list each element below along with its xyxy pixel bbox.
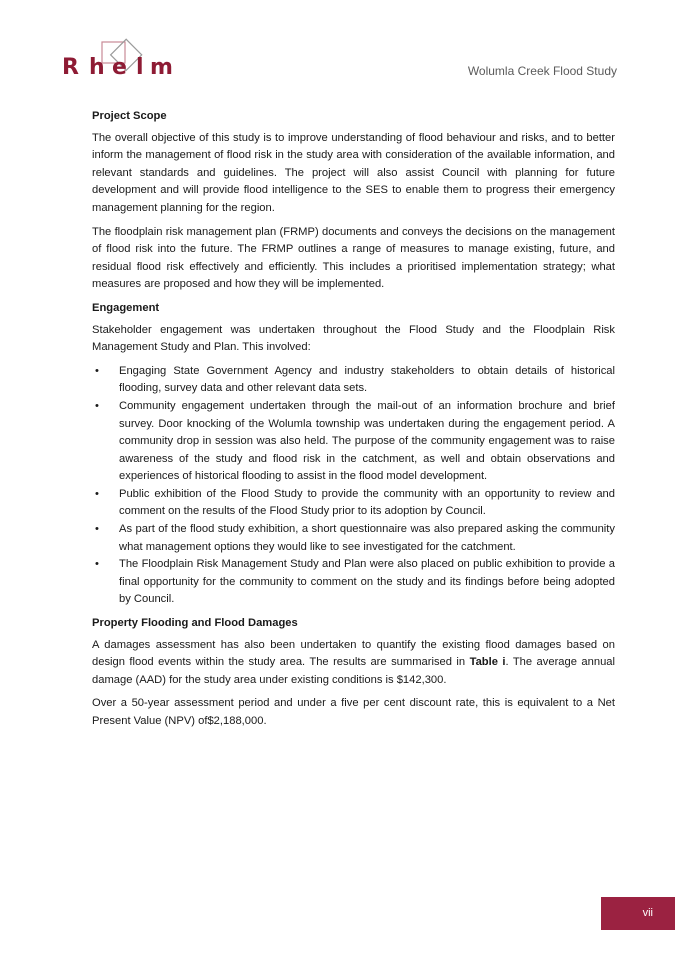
paragraph: The floodplain risk management plan (FRMP) documents and conveys the decisions on the management of flood risk into the future. The FRMP outlines a range of measures to manage existing, future, and residual flood risk effectively and efficiently. This includes a prioritised implementation strategy; what measures are proposed and how they will be implemented.: [92, 225, 615, 291]
list-item: • Community engagement undertaken through the mail-out of an information brochure and brief survey. Door knocking of the Wolumla township was undertaken during the engagement period. A community drop in session was also held. The purpose of the community engagement was to raise awareness of the study and flood risk in the catchment, as well and obtain observations and experiences of historical flooding to assist in the flood model development.: [95, 399, 615, 483]
list-item: • The Floodplain Risk Management Study and Plan were also placed on public exhibition to provide a final opportunity for the community to comment on the study and its findings before being adopted by Council.: [95, 558, 615, 606]
logo-letter: R: [62, 55, 79, 80]
bullet-icon: •: [95, 399, 99, 412]
document-title: Wolumla Creek Flood Study: [467, 64, 617, 78]
logo-letter: m: [150, 55, 173, 80]
logo-letter: h: [89, 55, 105, 80]
list-item: • Public exhibition of the Flood Study to provide the community with an opportunity to review and comment on the results of the Flood Study prior to its adoption by Council.: [95, 487, 615, 518]
table-reference: Table i: [469, 656, 506, 669]
heading-property-flooding: Property Flooding and Flood Damages: [92, 617, 298, 630]
page-number: vii: [601, 897, 675, 930]
heading-project-scope: Project Scope: [92, 110, 167, 122]
page-content: [92, 108, 615, 737]
paragraph: A damages assessment has also been undertaken to quantify the existing flood damages based on design flood events within the study area. The results are summarised in Table i. The average annual damage (AAD) for the study area under existing conditions is $142,300.: [92, 638, 615, 686]
rhelm-logo: [62, 38, 192, 83]
paragraph: Stakeholder engagement was undertaken throughout the Flood Study and the Floodplain Risk Management Study and Plan. This involved:: [92, 323, 615, 354]
bullet-icon: •: [95, 558, 99, 571]
bullet-icon: •: [95, 487, 99, 500]
heading-engagement: Engagement: [92, 301, 160, 314]
logo-letter: l: [136, 55, 144, 80]
bullet-icon: •: [95, 523, 99, 536]
paragraph: Over a 50-year assessment period and under a five per cent discount rate, this is equivalent to a Net Present Value (NPV) of$2,188,000.: [92, 697, 615, 727]
bullet-icon: •: [95, 364, 99, 377]
logo-letter: e: [112, 55, 127, 80]
engagement-list: [92, 363, 615, 609]
list-item: • As part of the flood study exhibition, a short questionnaire was also prepared asking the community what management options they would like to see investigated for the catchment.: [95, 523, 615, 553]
paragraph: The overall objective of this study is to improve understanding of flood behaviour and risks, and to better inform the management of flood risk in the study area with consideration of the available information, and relevant standards and guidelines. The project will also assist Council with planning for future development and will provide flood intelligence to the SES to enable them to progress their emergency management planning for the region.: [92, 131, 615, 214]
list-item: • Engaging State Government Agency and industry stakeholders to obtain details of historical flooding, survey data and other relevant data sets.: [95, 364, 615, 395]
